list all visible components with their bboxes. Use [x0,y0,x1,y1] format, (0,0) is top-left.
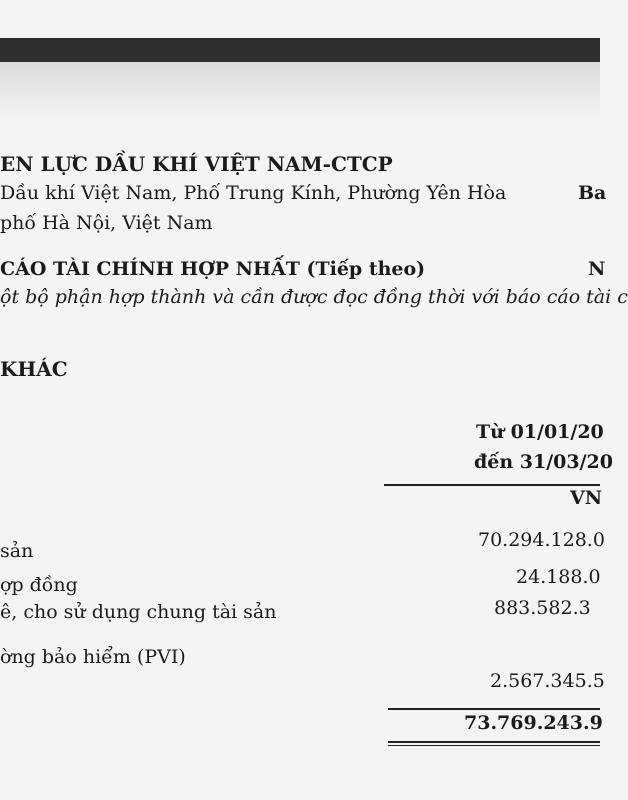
row-3-value: 883.582.3 [494,597,591,619]
header-right-fragment-1: Ba [578,182,607,204]
page-shadow [0,62,600,122]
period-line-1: Từ 01/01/20 [476,421,604,443]
report-title: CÁO TÀI CHÍNH HỢP NHẤT (Tiếp theo) [0,258,426,280]
report-note: ột bộ phận hợp thành và cần được đọc đồng thời với báo cáo tài c [0,286,628,308]
total-value: 73.769.243.9 [464,712,603,734]
row-1-value: 70.294.128.0 [478,529,605,551]
top-dark-band [0,38,600,62]
row-1-label: sản [0,540,34,562]
unit-label: VN [570,487,603,509]
total-double-rule-1 [388,741,600,743]
row-5-value: 2.567.345.5 [490,670,605,692]
header-right-fragment-2: N [588,258,606,280]
company-address-line-1: Dầu khí Việt Nam, Phố Trung Kính, Phường Yên Hòa [0,182,507,204]
row-2-value: 24.188.0 [516,566,601,588]
header-rule [384,484,600,486]
row-3-label: ê, cho sử dụng chung tài sản [0,601,277,623]
company-name: EN LỰC DẦU KHÍ VIỆT NAM-CTCP [0,152,393,176]
period-line-2: đến 31/03/20 [474,451,614,473]
total-double-rule-2 [388,745,600,746]
section-heading: KHÁC [0,357,68,381]
row-2-label: ợp đồng [0,574,78,596]
total-rule-top [388,708,600,710]
company-address-line-2: phố Hà Nội, Việt Nam [0,212,213,234]
row-4-label: ờng bảo hiểm (PVI) [0,646,186,668]
